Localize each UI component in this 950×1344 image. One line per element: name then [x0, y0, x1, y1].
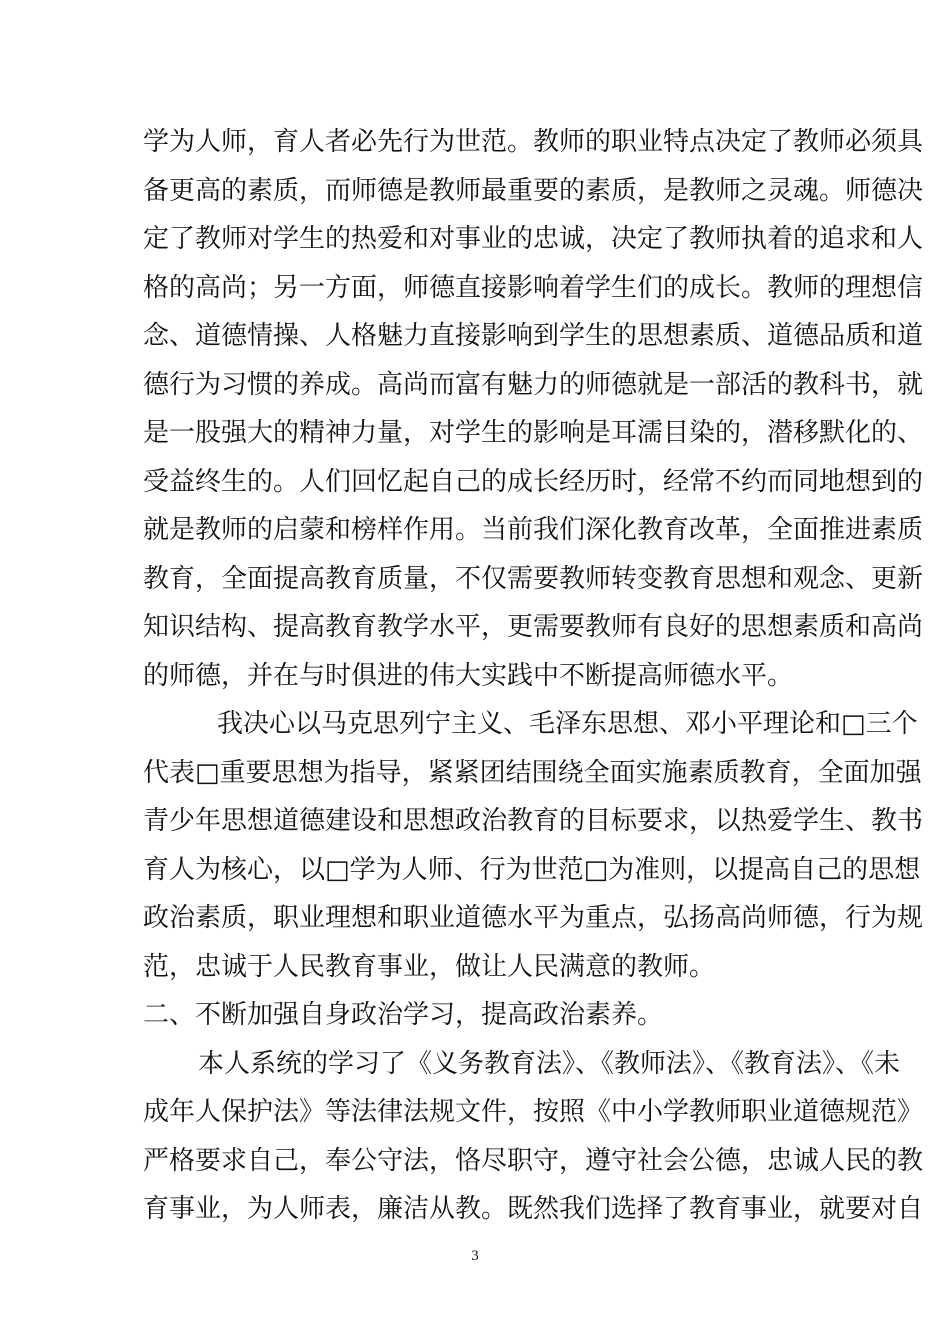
body-text: [143, 118, 924, 1234]
text-line: 青少年思想道德建设和思想政治教育的目标要求，以热爱学生、教书: [143, 806, 924, 836]
text-line: 格的高尚；另一方面，师德直接影响着学生们的成长。教师的理想信: [143, 272, 924, 303]
text-line: 念、道德情操、人格魅力直接影响到学生的思想素质、道德品质和道: [143, 321, 924, 351]
text-line: 教育，全面提高教育质量，不仅需要教师转变教育思想和观念、更新: [143, 563, 924, 594]
text-line: 定了教师对学生的热爱和对事业的忠诚，决定了教师执着的追求和人: [143, 224, 924, 254]
text-line: 严格要求自己，奉公守法，恪尽职守，遵守社会公德，忠诚人民的教: [143, 1145, 924, 1176]
text-line: 德行为习惯的养成。高尚而富有魅力的师德就是一部活的教科书，就: [143, 369, 924, 400]
text-line: 范，忠诚于人民教育事业，做让人民满意的教师。: [143, 951, 716, 982]
text-line: 知识结构、提高教育教学水平，更需要教师有良好的思想素质和高尚: [143, 612, 924, 642]
text-line: 就是教师的启蒙和榜样作用。当前我们深化教育改革，全面推进素质: [143, 515, 924, 545]
text-line: 是一股强大的精神力量，对学生的影响是耳濡目染的，潜移默化的、: [143, 418, 924, 448]
paragraph-start-line: 本人系统的学习了《义务教育法》、《教师法》、《教育法》、《未: [198, 1048, 901, 1079]
text-line: 育人为核心，以□学为人师、行为世范□为准则，以提高自己的思想: [143, 854, 921, 885]
section-heading: 二、不断加强自身政治学习，提高政治素养。: [143, 1000, 664, 1030]
text-line: 的师德，并在与时俱进的伟大实践中不断提高师德水平。: [143, 660, 794, 691]
text-line: 成年人保护法》等法律法规文件，按照《中小学教师职业道德规范》: [143, 1097, 924, 1127]
text-line: 政治素质，职业理想和职业道德水平为重点，弘扬高尚师德，行为规: [143, 903, 924, 933]
page-number: 3: [471, 1248, 479, 1264]
text-line: 学为人师，育人者必先行为世范。教师的职业特点决定了教师必须具: [143, 127, 924, 157]
text-line: 受益终生的。人们回忆起自己的成长经历时，经常不约而同地想到的: [143, 466, 924, 497]
text-line: 备更高的素质，而师德是教师最重要的素质，是教师之灵魂。师德决: [143, 175, 924, 206]
text-line: 代表□重要思想为指导，紧紧团结围绕全面实施素质教育，全面加强: [143, 757, 922, 788]
paragraph-start-line: 我决心以马克思列宁主义、毛泽东思想、邓小平理论和□三个: [217, 709, 918, 739]
text-line: 育事业，为人师表，廉洁从教。既然我们选择了教育事业，就要对自: [143, 1194, 924, 1224]
